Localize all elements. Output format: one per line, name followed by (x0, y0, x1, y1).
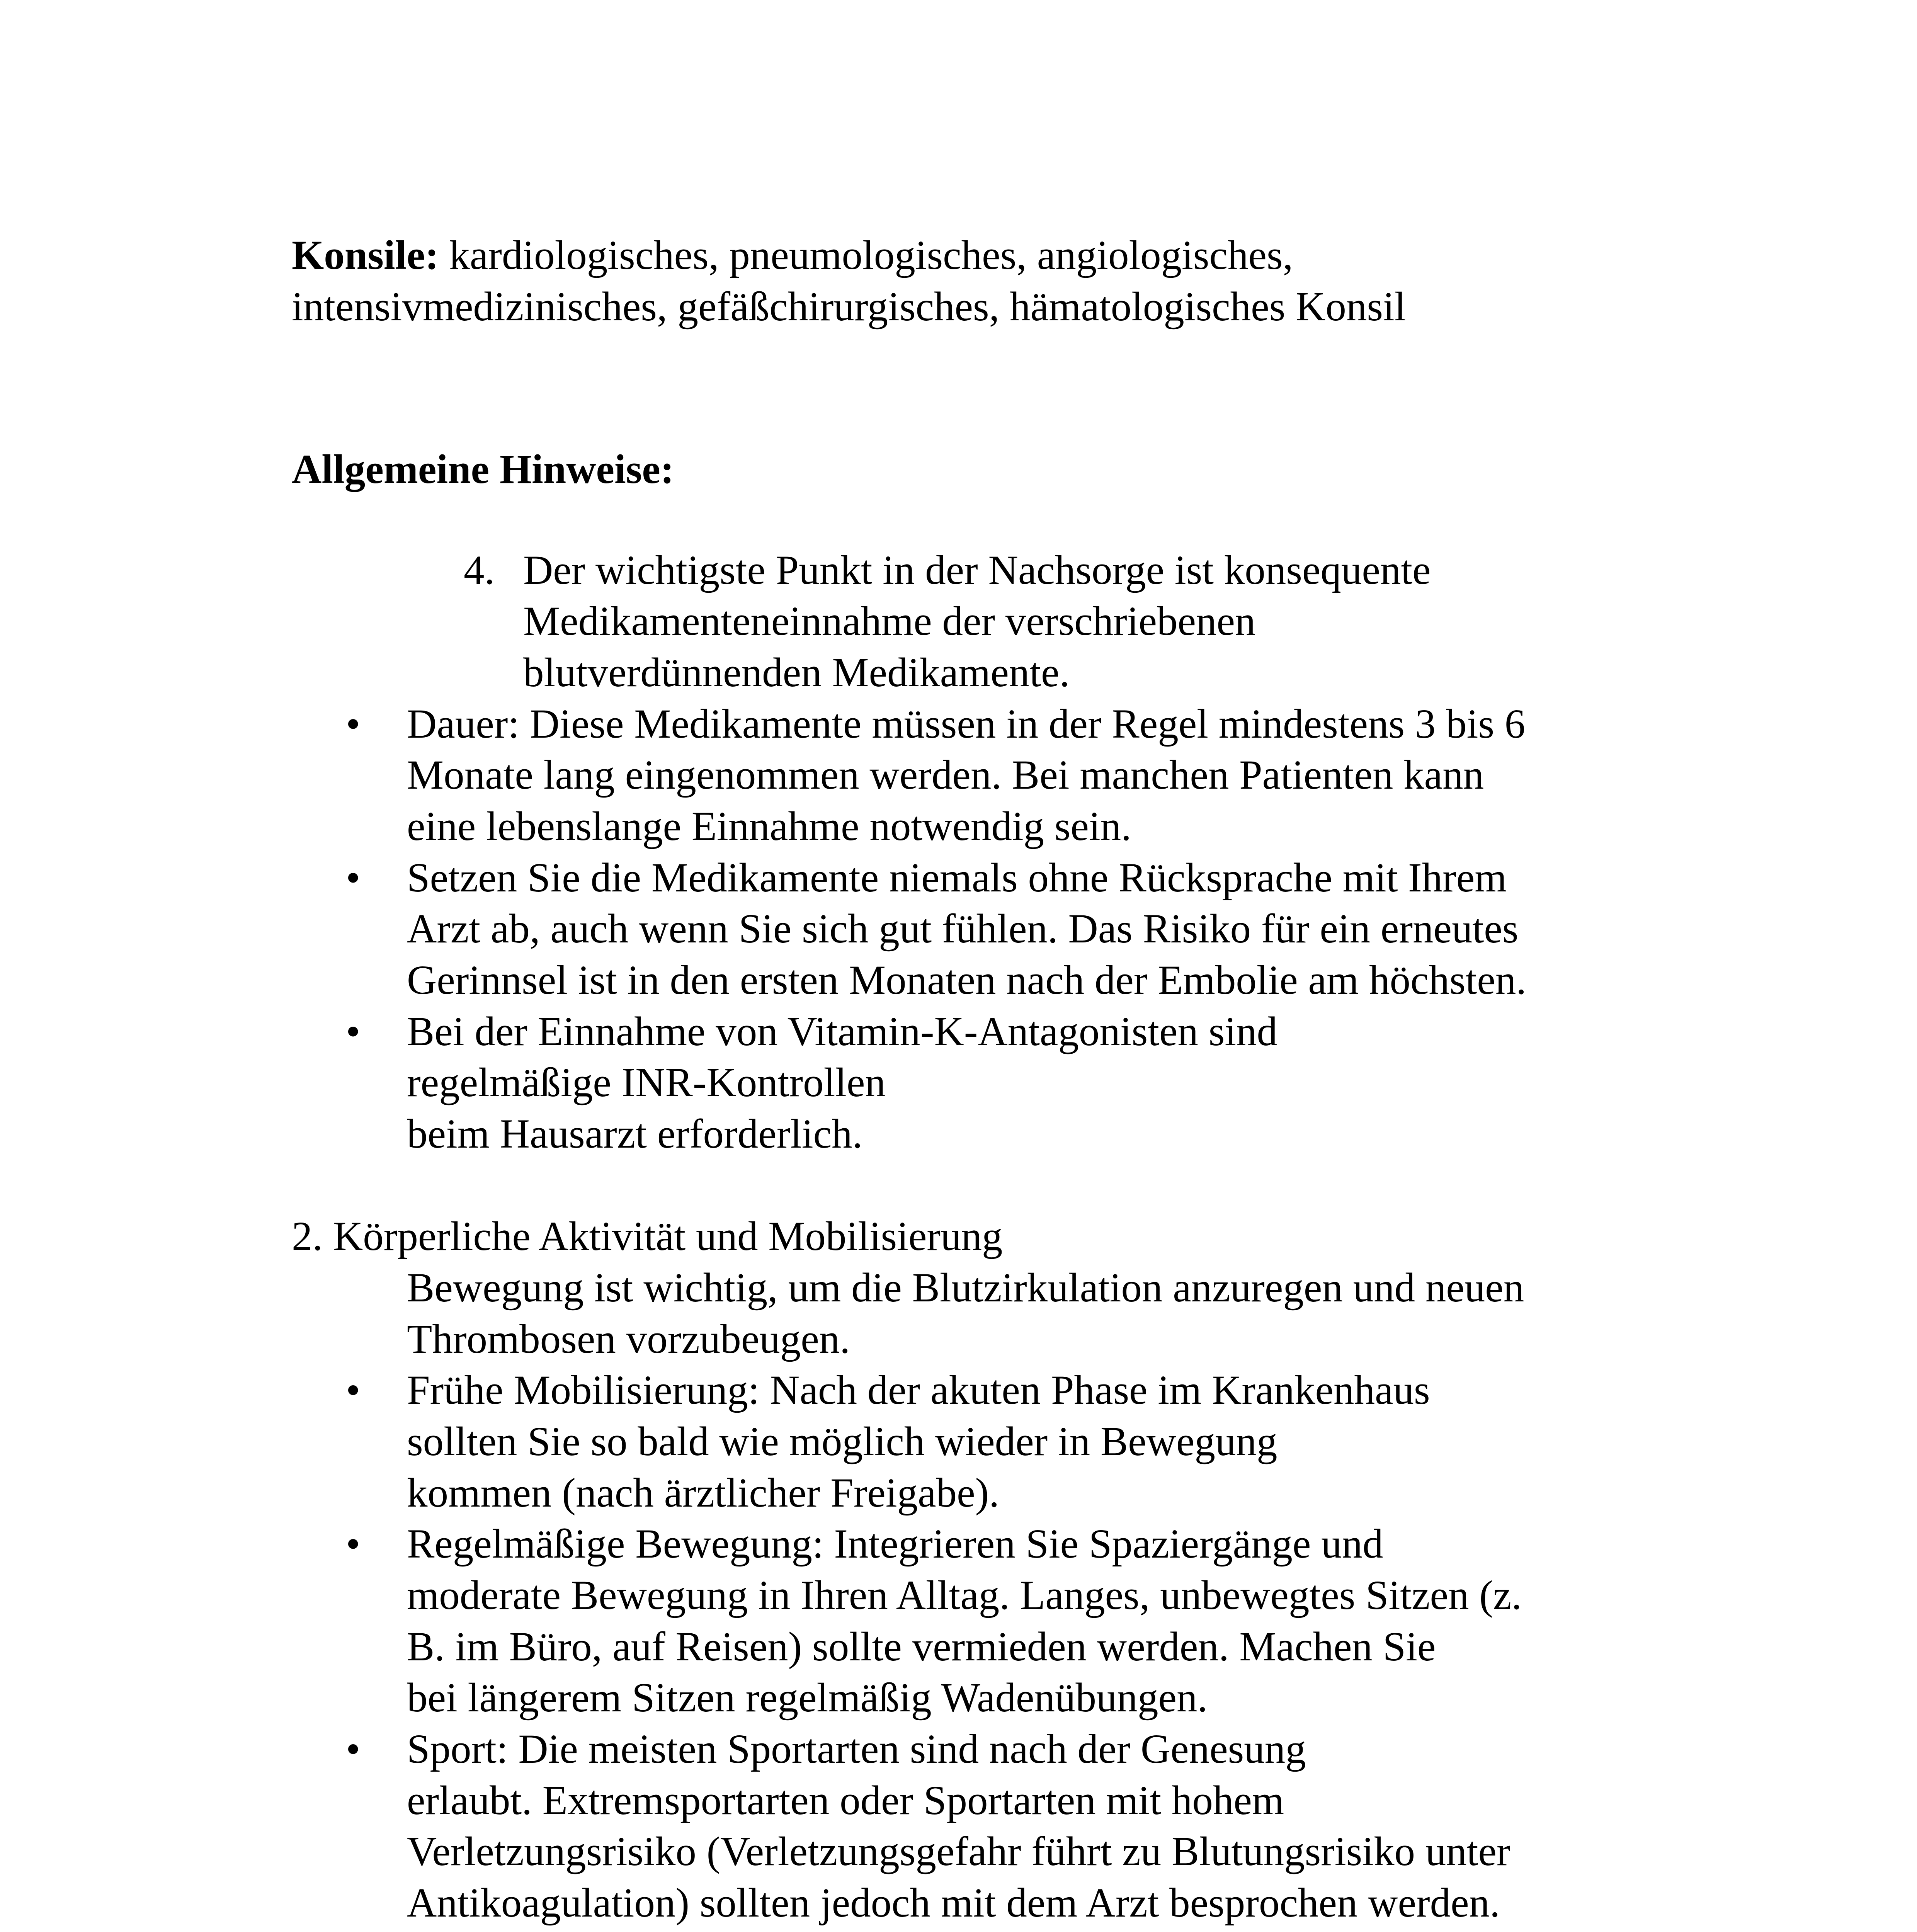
point-4-line: blutverdünnenden Medikamente. (523, 650, 1070, 696)
list-item-line: kommen (nach ärztlicher Freigabe). (407, 1470, 999, 1516)
list-item-line: beim Hausarzt erforderlich. (407, 1111, 863, 1157)
bullet-icon: • (346, 1521, 361, 1567)
point-4-number: 4. (464, 548, 495, 593)
list-item-line: erlaubt. Extremsportarten oder Sportarten mit hohem (407, 1778, 1284, 1823)
list-item-line: Monate lang eingenommen werden. Bei manchen Patienten kann (407, 752, 1484, 798)
list-item-line: Verletzungsrisiko (Verletzungsgefahr führt zu Blutungsrisiko unter (407, 1829, 1510, 1874)
list-item-line: Arzt ab, auch wenn Sie sich gut fühlen. Das Risiko für ein erneutes (407, 906, 1519, 952)
point-4-line: Der wichtigste Punkt in der Nachsorge ist konsequente (523, 548, 1431, 593)
allgemeine-hinweise-heading: Allgemeine Hinweise: (292, 447, 674, 492)
bullet-icon: • (346, 1009, 361, 1054)
list-item-line: Gerinnsel ist in den ersten Monaten nach der Embolie am höchsten. (407, 957, 1527, 1003)
section-2-intro-line: Thrombosen vorzubeugen. (407, 1316, 850, 1362)
list-item-line: bei längerem Sitzen regelmäßig Wadenübungen. (407, 1675, 1208, 1721)
section-2-heading: 2. Körperliche Aktivität und Mobilisierung (292, 1214, 1003, 1259)
list-item-line: sollten Sie so bald wie möglich wieder in Bewegung (407, 1419, 1277, 1464)
konsile-line-1 (292, 235, 1293, 276)
list-item-line: regelmäßige INR-Kontrollen (407, 1060, 886, 1105)
section-2-intro-line: Bewegung ist wichtig, um die Blutzirkulation anzuregen und neuen (407, 1265, 1524, 1311)
list-item-line: Bei der Einnahme von Vitamin-K-Antagonisten sind (407, 1009, 1278, 1054)
konsile-line-2: intensivmedizinisches, gefäßchirurgisches, hämatologisches Konsil (292, 284, 1406, 330)
list-item-line: moderate Bewegung in Ihren Alltag. Langes, unbewegtes Sitzen (z. (407, 1573, 1522, 1618)
list-item-line: Sport: Die meisten Sportarten sind nach der Genesung (407, 1726, 1306, 1772)
konsile-text: kardiologisches, pneumologisches, angiologisches, (449, 233, 1293, 278)
list-item-line: Antikoagulation) sollten jedoch mit dem Arzt besprochen werden. (407, 1880, 1500, 1926)
bullet-icon: • (346, 1726, 361, 1772)
bullet-icon: • (346, 701, 361, 747)
list-item-line: Regelmäßige Bewegung: Integrieren Sie Spaziergänge und (407, 1521, 1383, 1567)
konsile-label: Konsile: (292, 233, 439, 278)
list-item-line: Dauer: Diese Medikamente müssen in der Regel mindestens 3 bis 6 (407, 701, 1526, 747)
bullet-icon: • (346, 855, 361, 901)
list-item-line: B. im Büro, auf Reisen) sollte vermieden werden. Machen Sie (407, 1624, 1436, 1670)
bullet-icon: • (346, 1367, 361, 1413)
list-item-line: eine lebenslange Einnahme notwendig sein. (407, 804, 1131, 849)
list-item-line: Frühe Mobilisierung: Nach der akuten Phase im Krankenhaus (407, 1367, 1430, 1413)
point-4-line: Medikamenteneinnahme der verschriebenen (523, 599, 1256, 644)
list-item-line: Setzen Sie die Medikamente niemals ohne Rücksprache mit Ihrem (407, 855, 1507, 901)
